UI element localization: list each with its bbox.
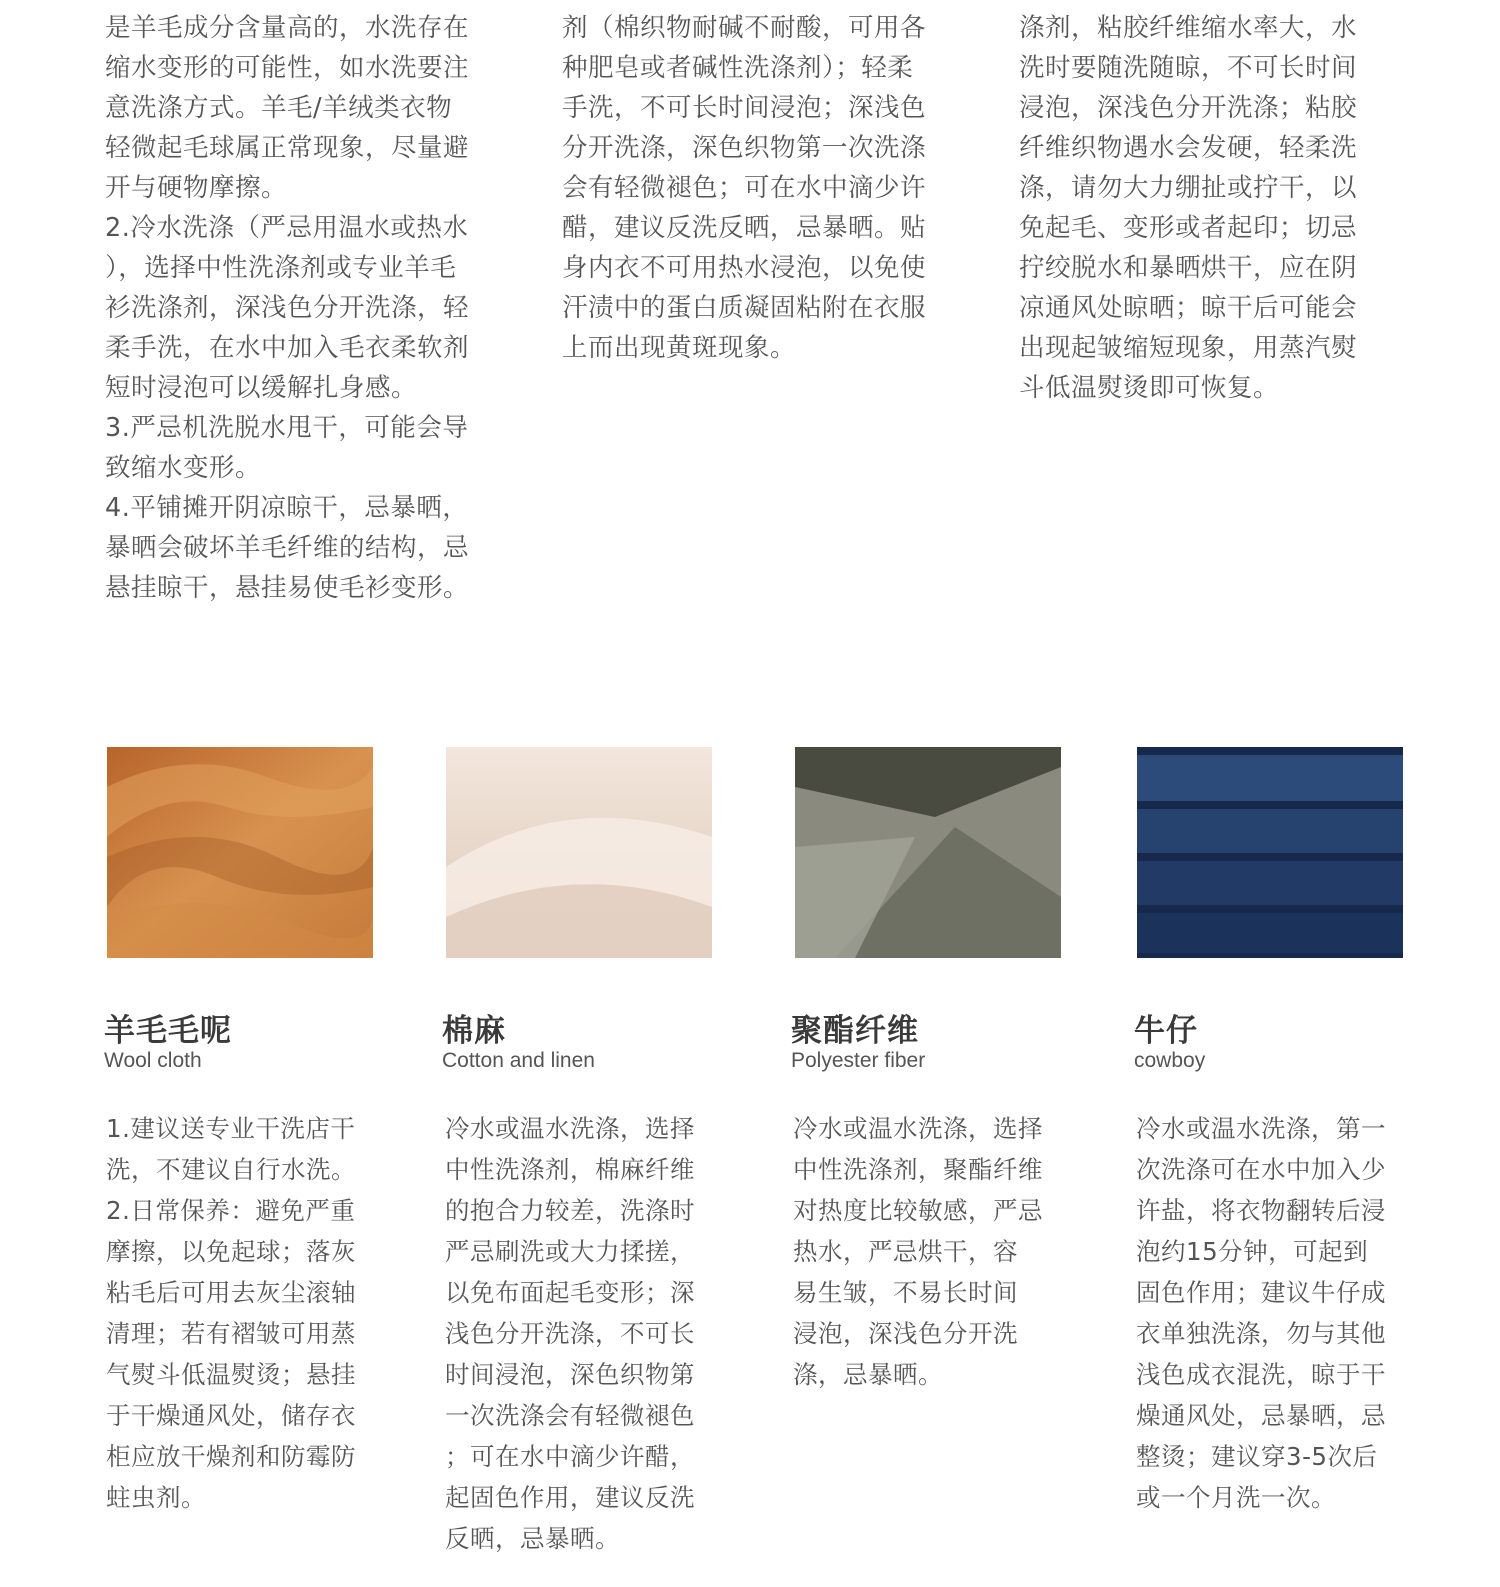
polyester-fiber-subtitle: Polyester fiber bbox=[791, 1049, 926, 1072]
wool-care-continued bbox=[105, 8, 485, 608]
polyester-fiber-title: 聚酯纤维 bbox=[791, 1013, 919, 1049]
viscose-care-continued bbox=[1019, 8, 1409, 408]
cotton-linen-title: 棉麻 bbox=[442, 1013, 506, 1049]
denim-subtitle: cowboy bbox=[1134, 1049, 1206, 1072]
cotton-linen-subtitle: Cotton and linen bbox=[442, 1049, 595, 1072]
denim-title: 牛仔 bbox=[1134, 1013, 1198, 1049]
denim-swatch-image bbox=[1137, 747, 1403, 958]
care-text: 涤剂，粘胶纤维缩水率大，水 洗时要随洗随晾，不可长时间 浸泡，深浅色分开洗涤；粘胶 纤维织物遇水会发硬，轻柔洗 涤，请勿大力绷扯或拧干，以 免起毛、变形或者起印；切忌 拧绞脱水和暴晒烘干，应在阴 凉通风处晾晒；晾干后可能会 出现起皱缩短现象，用蒸汽熨 斗低温熨烫即可恢复。 bbox=[1019, 13, 1358, 403]
denim-care-text: 冷水或温水洗涤，第一 次洗涤可在水中加入少 许盐，将衣物翻转后浸 泡约15分钟，可起到 固色作用；建议牛仔成 衣单独洗涤，勿与其他 浅色成衣混洗，晾于干 燥通风处，忌暴晒，忌 整烫；建议穿3-5次后 或一个月洗一次。 bbox=[1136, 1114, 1386, 1512]
cotton-care-continued bbox=[562, 8, 942, 368]
cotton-linen-swatch-image bbox=[446, 747, 712, 958]
care-text: 是羊毛成分含量高的，水洗存在 缩水变形的可能性，如水洗要注 意洗涤方式。羊毛/羊绒类衣物 轻微起毛球属正常现象，尽量避 开与硬物摩擦。 2.冷水洗涤（严忌用温水或热水 ），选择中性洗涤剂或专业羊毛 衫洗涤剂，深浅色分开洗涤，轻 柔手洗，在水中加入毛衣柔软剂 短时浸泡可以缓解扎身感。 3.严忌机洗脱水甩干，可能会导 致缩水变形。 4.平铺摊开阴凉晾干，忌暴晒， 暴晒会破坏羊毛纤维的结构，忌 悬挂晾干，悬挂易使毛衫变形。 bbox=[105, 13, 470, 603]
wool-cloth-care-text: 1.建议送专业干洗店干 洗，不建议自行水洗。 2.日常保养：避免严重 摩擦，以免起球；落灰 粘毛后可用去灰尘滚轴 清理；若有褶皱可用蒸 气熨斗低温熨烫；悬挂 于干燥通风处，储存衣 柜应放干燥剂和防霉防 蛀虫剂。 bbox=[106, 1114, 356, 1512]
polyester-fiber-care-text: 冷水或温水洗涤，选择 中性洗涤剂，聚酯纤维 对热度比较敏感，严忌 热水，严忌烘干，容 易生皱，不易长时间 浸泡，深浅色分开洗 涤，忌暴晒。 bbox=[793, 1114, 1043, 1389]
wool-cloth-title: 羊毛毛呢 bbox=[104, 1013, 232, 1049]
cotton-linen-care-text: 冷水或温水洗涤，选择 中性洗涤剂，棉麻纤维 的抱合力较差，洗涤时 严忌刷洗或大力揉搓， 以免布面起毛变形；深 浅色分开洗涤，不可长 时间浸泡，深色织物第 一次洗涤会有轻微褪色 ；可在水中滴少许醋， 起固色作用，建议反洗 反晒，忌暴晒。 bbox=[445, 1114, 695, 1553]
wool-cloth-swatch-image bbox=[107, 747, 373, 958]
wool-cloth-subtitle: Wool cloth bbox=[104, 1049, 202, 1072]
care-text: 剂（棉织物耐碱不耐酸，可用各 种肥皂或者碱性洗涤剂）；轻柔 手洗，不可长时间浸泡；深浅色 分开洗涤，深色织物第一次洗涤 会有轻微褪色；可在水中滴少许 醋，建议反洗反晒，忌暴晒。贴 身内衣不可用热水浸泡，以免使 汗渍中的蛋白质凝固粘附在衣服 上而出现黄斑现象。 bbox=[562, 13, 927, 363]
polyester-fiber-swatch-image bbox=[795, 747, 1061, 958]
